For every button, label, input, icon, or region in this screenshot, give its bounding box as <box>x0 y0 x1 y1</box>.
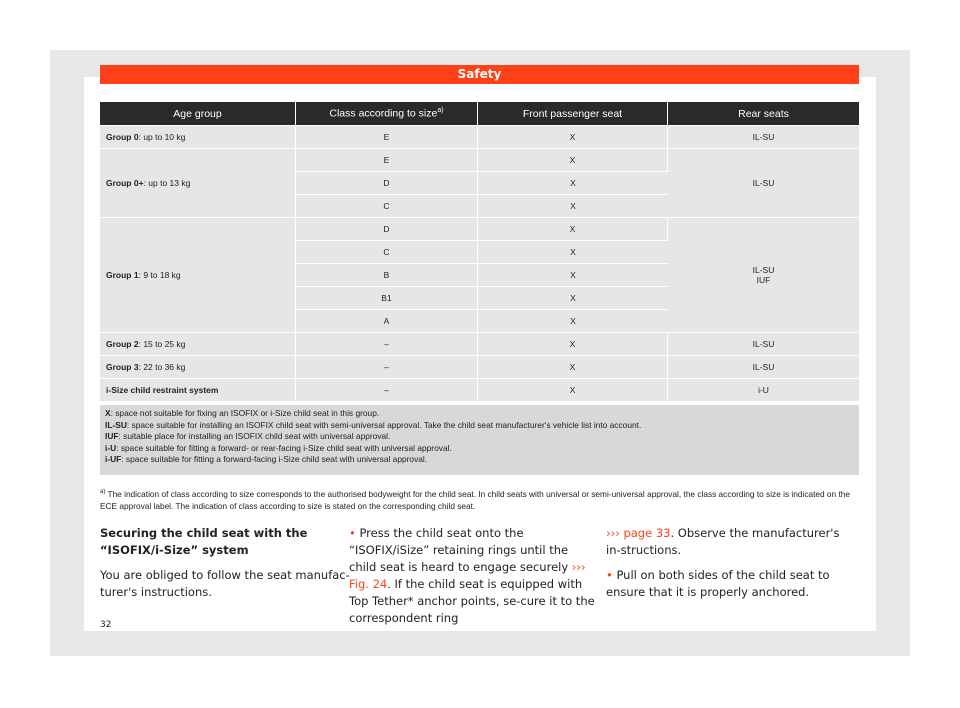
page-link[interactable]: ››› page 33 <box>606 526 671 540</box>
footnote-marker: a) <box>437 107 444 115</box>
class-cell: E <box>296 149 478 171</box>
legend-item: i-UF: space suitable for fitting a forward-facing i-Size child seat with universal approval. <box>105 454 428 464</box>
rear-cell: IL-SU <box>668 126 859 148</box>
legend-item: i-U: space suitable for fitting a forward- or rear-facing i-Size child seat with universal approval. <box>105 442 452 453</box>
body-column-2 <box>349 525 599 635</box>
table-header-row <box>100 102 859 125</box>
bullet-icon: • <box>606 568 613 582</box>
figure-link[interactable]: ››› Fig. 24 <box>349 560 586 591</box>
rear-cell: i-U <box>668 379 859 401</box>
class-cell: C <box>296 241 478 263</box>
footnote <box>100 486 860 512</box>
legend-item: IUF: suitable place for installing an ISOFIX child seat with universal approval. <box>105 431 391 441</box>
legend-item: X: space not suitable for fixing an ISOFIX or i-Size child seat in this group. <box>105 408 380 418</box>
body-column-1 <box>100 525 350 609</box>
class-cell: – <box>296 379 478 401</box>
rear-cell: IL-SU <box>668 333 859 355</box>
front-cell: X <box>478 356 668 378</box>
rear-cell: IL-SU <box>668 356 859 378</box>
front-cell: X <box>478 287 668 309</box>
group-cell: i-Size child restraint system <box>100 379 296 401</box>
front-cell: X <box>478 172 668 194</box>
group-cell: Group 2: 15 to 25 kg <box>100 333 296 355</box>
group-cell: Group 0+: up to 13 kg <box>100 149 296 217</box>
front-cell: X <box>478 126 668 148</box>
class-cell: B <box>296 264 478 286</box>
group-cell: Group 1: 9 to 18 kg <box>100 218 296 332</box>
body-column-3 <box>606 525 856 609</box>
child-seat-table <box>100 101 859 402</box>
class-cell: B1 <box>296 287 478 309</box>
class-cell: A <box>296 310 478 332</box>
col-header-class: Class according to size$^{a)}$ <box>296 102 478 125</box>
front-cell: X <box>478 333 668 355</box>
front-cell: X <box>478 379 668 401</box>
legend-item: IL-SU: space suitable for installing an ISOFIX child seat with semi-universal approval. Take the child seat manufacturer's vehicle list into account. <box>105 419 642 430</box>
group-cell: Group 3: 22 to 36 kg <box>100 356 296 378</box>
table-row <box>100 333 859 355</box>
section-title: Safety <box>457 67 502 81</box>
group-cell: Group 0: up to 10 kg <box>100 126 296 148</box>
body-paragraph: You are obliged to follow the seat manufac-turer's instructions. <box>100 568 350 599</box>
class-cell: – <box>296 356 478 378</box>
table-legend <box>100 405 859 475</box>
class-cell: – <box>296 333 478 355</box>
body-paragraph: • Press the child seat onto the “ISOFIX/iSize” retaining rings until the child seat is heard to engage securely ››› Fig. 24. If the child seat is equipped with Top Tether* anchor points, se-cure it to the correspondent ring <box>349 526 595 625</box>
front-cell: X <box>478 218 668 240</box>
class-cell: D <box>296 218 478 240</box>
body-paragraph: • Pull on both sides of the child seat to ensure that it is properly anchored. <box>606 568 830 599</box>
col-header-front-seat: Front passenger seat <box>478 102 668 125</box>
class-cell: C <box>296 195 478 217</box>
col-header-rear-seats: Rear seats <box>668 102 859 125</box>
table-row <box>100 149 859 171</box>
footnote-text: The indication of class according to size corresponds to the authorised bodyweight for the child seat. In child seats with universal or semi-universal approval, the class according to size is indicated on the ECE approval label. The indication of class according to size is stated on the corresponding child seat. <box>100 488 851 511</box>
front-cell: X <box>478 241 668 263</box>
footnote-marker: a) <box>100 489 106 495</box>
front-cell: X <box>478 195 668 217</box>
table-row <box>100 218 859 240</box>
body-paragraph: ››› page 33. Observe the manufacturer's in-structions. <box>606 526 840 557</box>
table-row <box>100 356 859 378</box>
section-header <box>100 65 859 84</box>
front-cell: X <box>478 310 668 332</box>
bullet-icon: • <box>349 526 356 540</box>
front-cell: X <box>478 264 668 286</box>
page-number: 32 <box>100 620 112 630</box>
section-heading: Securing the child seat with the “ISOFIX/i-Size” system <box>100 526 308 557</box>
rear-cell: IL-SU IUF <box>668 218 859 332</box>
col-header-age-group: Age group <box>100 102 296 125</box>
class-cell: D <box>296 172 478 194</box>
front-cell: X <box>478 149 668 171</box>
table-row <box>100 379 859 401</box>
class-cell: E <box>296 126 478 148</box>
rear-cell: IL-SU <box>668 149 859 217</box>
table-row <box>100 126 859 148</box>
